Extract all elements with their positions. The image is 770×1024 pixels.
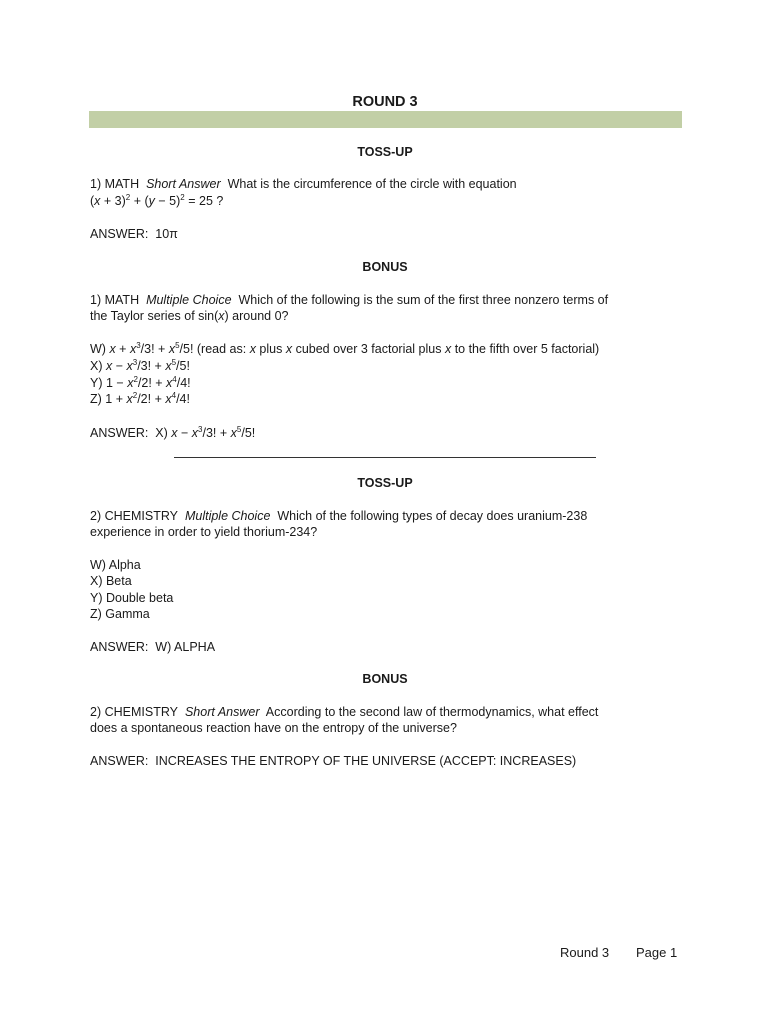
answer-text: INCREASES THE ENTROPY OF THE UNIVERSE (ACCEPT: INCREASES): [155, 754, 577, 768]
choice-z: Z) $1 + x^2/2$! + $x^4/4$!: [90, 391, 190, 406]
question-type: Multiple Choice: [184, 509, 271, 523]
tossup-heading-1: TOSS-UP: [357, 145, 413, 159]
answer-label: ANSWER:: [90, 227, 149, 241]
choice-gamma: Z) Gamma: [90, 607, 150, 621]
answer-text: 10π: [155, 227, 178, 241]
footer-round: Round 3: [560, 945, 610, 960]
question-number: 1): [90, 177, 102, 191]
choice-w: W) $x + x^3/3$! + $x^5/5$! (read as: x plus x cubed over 3 factorial plus x to the fifth over 5 factorial): [90, 341, 600, 356]
question-subject: CHEMISTRY: [104, 509, 178, 523]
question-type: Short Answer: [146, 177, 221, 191]
choice-beta: X) Beta: [90, 574, 132, 588]
section-divider: [174, 457, 596, 458]
title-band: [89, 111, 682, 128]
question-2-tossup-line2: experience in order to yield thorium-234?: [90, 525, 318, 539]
question-1-bonus-line2: the Taylor series of sin(x) around 0?: [90, 309, 289, 323]
question-type: Multiple Choice: [146, 293, 232, 307]
answer-label: ANSWER:: [90, 640, 149, 654]
answer-1-tossup: [90, 227, 178, 241]
question-subject: MATH: [104, 293, 140, 307]
question-2-bonus: [90, 705, 598, 719]
question-1-tossup: [90, 177, 517, 191]
question-text: Which of the following is the sum of the first three nonzero terms of: [238, 293, 609, 307]
question-text: According to the second law of thermodynamics, what effect: [265, 705, 599, 719]
answer-2-bonus: [90, 754, 576, 768]
bonus-heading-1: BONUS: [362, 260, 408, 274]
question-text: What is the circumference of the circle with equation: [227, 177, 517, 191]
bonus-heading-2: BONUS: [362, 672, 408, 686]
choice-y: Y) $1 - x^2/2$! + $x^4/4$!: [90, 375, 191, 390]
question-number: 1): [90, 293, 102, 307]
answer-1-bonus: ANSWER: X) $x - x^3/3$! + $x^5/5$!: [90, 425, 256, 440]
question-subject: CHEMISTRY: [104, 705, 178, 719]
question-1-bonus: [90, 293, 608, 307]
question-number: 2): [90, 705, 102, 719]
choice-x: X) $x - x^3/3$! + $x^5/5$!: [90, 358, 190, 373]
question-1-equation: $(x + 3)^2 + (y - 5)^2 = 25$ ?: [90, 193, 224, 208]
question-number: 2): [90, 509, 102, 523]
choice-alpha: W) Alpha: [90, 558, 141, 572]
tossup-heading-2: TOSS-UP: [357, 476, 413, 490]
answer-text: W) ALPHA: [155, 640, 216, 654]
question-2-bonus-line2: does a spontaneous reaction have on the entropy of the universe?: [90, 721, 457, 735]
choice-double-beta: Y) Double beta: [90, 591, 174, 605]
question-2-tossup: [90, 509, 587, 523]
answer-label: ANSWER:: [90, 426, 149, 440]
round-title: ROUND 3: [352, 94, 418, 110]
question-type: Short Answer: [184, 705, 260, 719]
question-subject: MATH: [104, 177, 140, 191]
question-text: Which of the following types of decay does uranium-238: [277, 509, 588, 523]
answer-2-tossup: [90, 640, 215, 654]
answer-label: ANSWER:: [90, 754, 149, 768]
footer-page: Page 1: [636, 945, 678, 960]
